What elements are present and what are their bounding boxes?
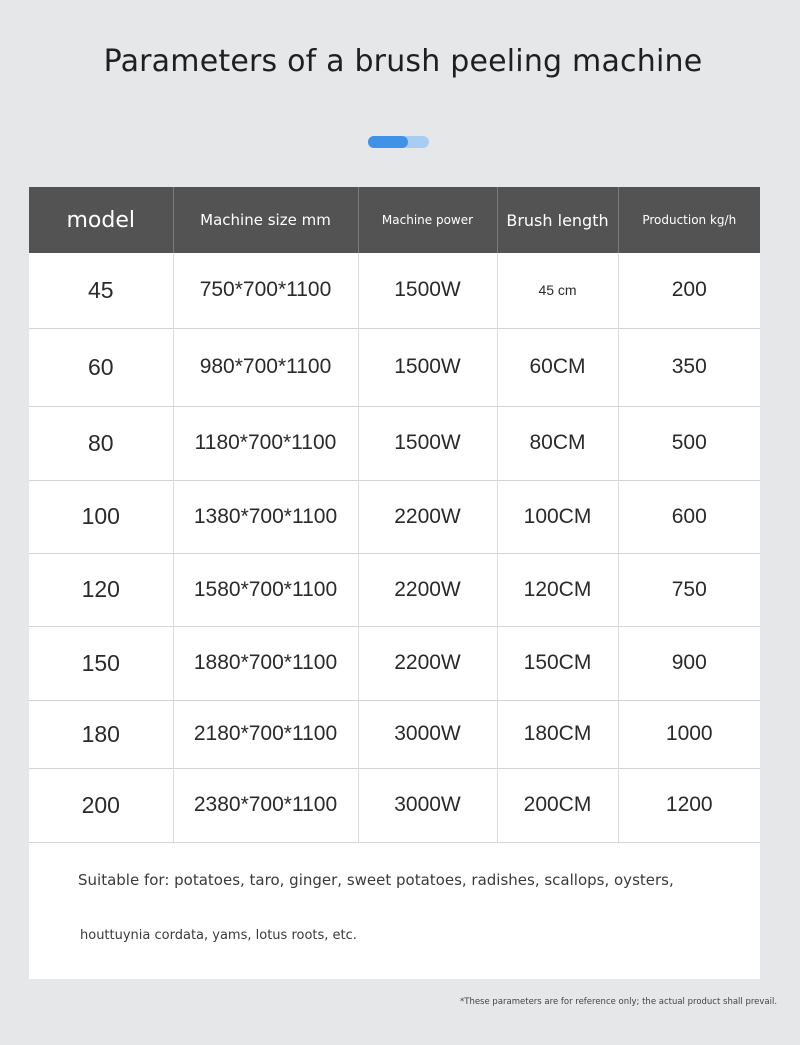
cell-brush: 120CM [497, 553, 618, 626]
cell-size: 1180*700*1100 [173, 406, 358, 480]
cell-power: 3000W [358, 700, 497, 768]
header-model: model [66, 207, 135, 233]
cell-power: 2200W [358, 626, 497, 700]
table-row [29, 768, 760, 842]
cell-size: 750*700*1100 [173, 253, 358, 328]
parameters-card [29, 187, 760, 979]
header-machine-size: Machine size mm [173, 187, 358, 253]
cell-production: 600 [618, 480, 760, 553]
header-production: Production kg/h [618, 187, 760, 253]
cell-brush: 150CM [497, 626, 618, 700]
table-row [29, 253, 760, 328]
cell-size: 2180*700*1100 [173, 700, 358, 768]
cell-size: 1880*700*1100 [173, 626, 358, 700]
page-indicator [368, 136, 429, 148]
page-indicator-active [368, 136, 408, 148]
cell-brush: 100CM [497, 480, 618, 553]
table-header-row [29, 187, 760, 253]
cell-brush: 200CM [497, 768, 618, 842]
page-title: Parameters of a brush peeling machine [103, 44, 703, 79]
cell-power: 2200W [358, 553, 497, 626]
cell-model: 80 [29, 406, 173, 480]
cell-production: 900 [618, 626, 760, 700]
suitable-for-text-continued: houttuynia cordata, yams, lotus roots, etc. [80, 928, 357, 943]
cell-production: 750 [618, 553, 760, 626]
cell-model: 150 [29, 626, 173, 700]
cell-power: 1500W [358, 328, 497, 406]
header-machine-power: Machine power [358, 187, 497, 253]
cell-production: 200 [618, 253, 760, 328]
table-row [29, 626, 760, 700]
reference-footnote: *These parameters are for reference only; the actual product shall prevail. [460, 997, 778, 1007]
table-row [29, 406, 760, 480]
cell-brush: 180CM [497, 700, 618, 768]
cell-model: 60 [29, 328, 173, 406]
cell-power: 1500W [358, 406, 497, 480]
parameters-table [29, 187, 760, 843]
cell-size: 2380*700*1100 [173, 768, 358, 842]
table-row [29, 553, 760, 626]
cell-model: 180 [29, 700, 173, 768]
cell-production: 1000 [618, 700, 760, 768]
cell-production: 350 [618, 328, 760, 406]
cell-size: 980*700*1100 [173, 328, 358, 406]
cell-production: 1200 [618, 768, 760, 842]
cell-power: 1500W [358, 253, 497, 328]
cell-size: 1580*700*1100 [173, 553, 358, 626]
cell-model: 45 [29, 253, 173, 328]
cell-model: 100 [29, 480, 173, 553]
table-row [29, 328, 760, 406]
cell-brush: 45 cm [497, 253, 618, 328]
cell-size: 1380*700*1100 [173, 480, 358, 553]
cell-power: 2200W [358, 480, 497, 553]
cell-model: 120 [29, 553, 173, 626]
cell-brush: 80CM [497, 406, 618, 480]
table-row [29, 480, 760, 553]
cell-production: 500 [618, 406, 760, 480]
header-brush-length: Brush length [497, 187, 618, 253]
cell-brush: 60CM [497, 328, 618, 406]
cell-model: 200 [29, 768, 173, 842]
cell-power: 3000W [358, 768, 497, 842]
table-row [29, 700, 760, 768]
suitable-for-text: Suitable for: potatoes, taro, ginger, sweet potatoes, radishes, scallops, oysters, [78, 871, 674, 889]
